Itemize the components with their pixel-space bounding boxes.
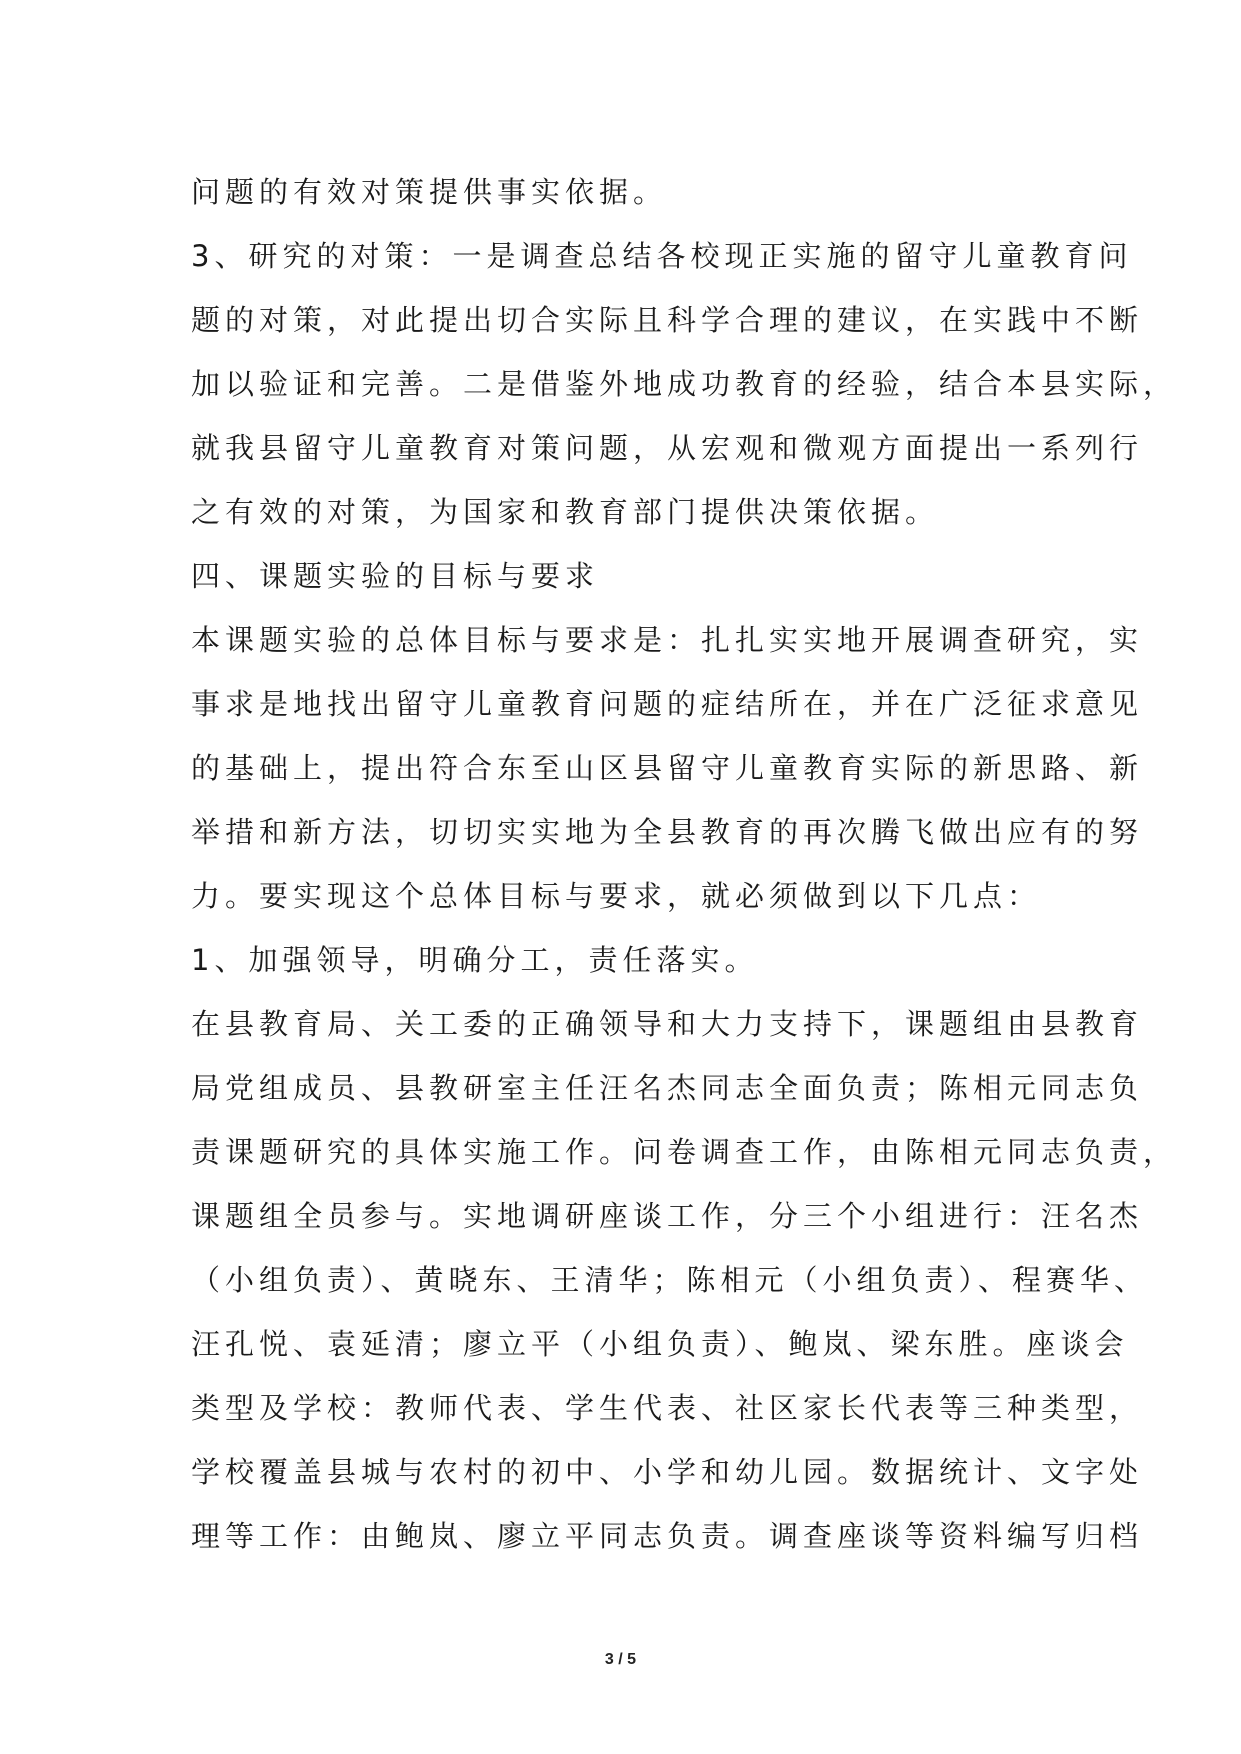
body-text: [191, 160, 1178, 1568]
text-line: （小组负责）、黄晓东、王清华；陈相元（小组负责）、程赛华、: [191, 1263, 1149, 1297]
text-line: 责课题研究的具体实施工作。问卷调查工作，由陈相元同志负责，: [191, 1135, 1178, 1169]
text-line: 加以验证和完善。二是借鉴外地成功教育的经验，结合本县实际，: [191, 367, 1178, 401]
text-line: 就我县留守儿童教育对策问题，从宏观和微观方面提出一系列行: [191, 431, 1144, 465]
text-line: 力。要实现这个总体目标与要求，就必须做到以下几点：: [191, 879, 1042, 913]
text-line: 本课题实验的总体目标与要求是：扎扎实实地开展调查研究，实: [191, 623, 1144, 657]
text-line: 之有效的对策，为国家和教育部门提供决策依据。: [191, 495, 940, 529]
text-line: 学校覆盖县城与农村的初中、小学和幼儿园。数据统计、文字处: [191, 1455, 1144, 1489]
text-line: 的基础上，提出符合东至山区县留守儿童教育实际的新思路、新: [191, 751, 1144, 785]
page-number: 3 / 5: [604, 1651, 637, 1668]
text-line: 汪孔悦、袁延清；廖立平（小组负责）、鲍岚、梁东胜。座谈会: [191, 1327, 1129, 1361]
subsection-heading: 1、加强领导，明确分工，责任落实。: [191, 943, 759, 977]
text-line: 课题组全员参与。实地调研座谈工作，分三个小组进行：汪名杰: [191, 1199, 1144, 1233]
text-line: 局党组成员、县教研室主任汪名杰同志全面负责；陈相元同志负: [191, 1071, 1144, 1105]
text-line: 举措和新方法，切切实实地为全县教育的再次腾飞做出应有的努: [191, 815, 1144, 849]
section-heading: 四、课题实验的目标与要求: [191, 559, 600, 593]
text-line: 事求是地找出留守儿童教育问题的症结所在，并在广泛征求意见: [191, 687, 1144, 721]
text-line: 类型及学校：教师代表、学生代表、社区家长代表等三种类型，: [191, 1391, 1144, 1425]
text-line: 在县教育局、关工委的正确领导和大力支持下，课题组由县教育: [191, 1007, 1144, 1041]
text-line: 3、研究的对策：一是调查总结各校现正实施的留守儿童教育问: [191, 239, 1133, 273]
text-line: 理等工作：由鲍岚、廖立平同志负责。调查座谈等资料编写归档: [191, 1519, 1144, 1553]
text-line: 题的对策，对此提出切合实际且科学合理的建议，在实践中不断: [191, 303, 1144, 337]
text-line: 问题的有效对策提供事实依据。: [191, 175, 668, 209]
